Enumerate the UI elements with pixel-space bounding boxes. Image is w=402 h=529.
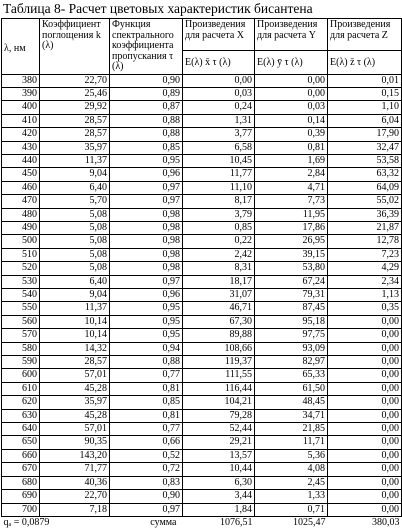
cell-x: 8,17: [183, 195, 255, 208]
cell-z: 21,87: [328, 221, 402, 234]
cell-lambda: 390: [2, 87, 40, 100]
cell-k: 6,40: [40, 181, 110, 194]
cell-y: 53,80: [255, 262, 328, 275]
cell-tau: 0,52: [110, 449, 183, 462]
cell-tau: 0,85: [110, 396, 183, 409]
cell-lambda: 600: [2, 369, 40, 382]
cell-x: 52,44: [183, 423, 255, 436]
table-row: [2, 476, 402, 489]
cell-tau: 0,97: [110, 195, 183, 208]
cell-z: 0,00: [328, 382, 402, 395]
cell-z: 53,58: [328, 154, 402, 167]
table-row: [2, 181, 402, 194]
table-row: [2, 449, 402, 462]
cell-x: 0,03: [183, 87, 255, 100]
cell-x: 3,44: [183, 490, 255, 503]
header-formula-z: E(λ) z̄ τ (λ): [328, 50, 402, 74]
cell-z: 0,00: [328, 356, 402, 369]
cell-x: 0,24: [183, 101, 255, 114]
cell-tau: 0,96: [110, 289, 183, 302]
cell-tau: 0,98: [110, 221, 183, 234]
cell-k: 143,20: [40, 449, 110, 462]
cell-k: 14,32: [40, 342, 110, 355]
cell-y: 93,09: [255, 342, 328, 355]
cell-y: 67,24: [255, 275, 328, 288]
cell-z: 0,00: [328, 436, 402, 449]
cell-y: 82,97: [255, 356, 328, 369]
cell-tau: 0,98: [110, 235, 183, 248]
table-row: [2, 342, 402, 355]
cell-tau: 0,95: [110, 329, 183, 342]
header-absorption-coefficient: Коэффициент поглощения k (λ): [40, 19, 110, 75]
table-row: [2, 87, 402, 100]
header-products-z: Произведения для расчета Z: [328, 19, 402, 51]
table-row: [2, 463, 402, 476]
cell-k: 9,04: [40, 289, 110, 302]
cell-k: 10,14: [40, 329, 110, 342]
cell-y: 0,00: [255, 74, 328, 87]
cell-lambda: 440: [2, 154, 40, 167]
cell-y: 0,71: [255, 503, 328, 516]
cell-lambda: 580: [2, 342, 40, 355]
header-formula-x: E(λ) x̄ τ (λ): [183, 50, 255, 74]
cell-z: 0,01: [328, 74, 402, 87]
cell-x: 18,17: [183, 275, 255, 288]
cell-x: 46,71: [183, 302, 255, 315]
cell-x: 10,44: [183, 463, 255, 476]
cell-y: 26,95: [255, 235, 328, 248]
cell-k: 40,36: [40, 476, 110, 489]
cell-lambda: 520: [2, 262, 40, 275]
cell-lambda: 550: [2, 302, 40, 315]
cell-x: 2,42: [183, 248, 255, 261]
table-row: [2, 356, 402, 369]
cell-y: 11,95: [255, 208, 328, 221]
cell-y: 21,85: [255, 423, 328, 436]
cell-y: 7,73: [255, 195, 328, 208]
cell-z: 2,34: [328, 275, 402, 288]
table-row: [2, 128, 402, 141]
table-row: [2, 114, 402, 127]
table-row: [2, 503, 402, 516]
header-transmittance-function: Функция спектрального коэффициента пропускания τ (λ): [110, 19, 183, 75]
cell-x: 1,84: [183, 503, 255, 516]
cell-x: 119,37: [183, 356, 255, 369]
cell-lambda: 640: [2, 423, 40, 436]
cell-y: 1,33: [255, 490, 328, 503]
q-value: qₐ = 0,0879: [3, 516, 50, 528]
cell-z: 7,23: [328, 248, 402, 261]
cell-x: 67,30: [183, 315, 255, 328]
cell-y: 61,50: [255, 382, 328, 395]
cell-y: 1,69: [255, 154, 328, 167]
cell-k: 45,28: [40, 382, 110, 395]
cell-lambda: 450: [2, 168, 40, 181]
cell-y: 97,75: [255, 329, 328, 342]
cell-y: 17,86: [255, 221, 328, 234]
cell-tau: 0,83: [110, 476, 183, 489]
cell-x: 3,77: [183, 128, 255, 141]
cell-x: 10,45: [183, 154, 255, 167]
table-row: [2, 208, 402, 221]
cell-lambda: 530: [2, 275, 40, 288]
cell-tau: 0,88: [110, 114, 183, 127]
cell-lambda: 510: [2, 248, 40, 261]
cell-lambda: 420: [2, 128, 40, 141]
cell-y: 34,71: [255, 409, 328, 422]
cell-y: 2,84: [255, 168, 328, 181]
cell-z: 1,10: [328, 101, 402, 114]
cell-k: 28,57: [40, 356, 110, 369]
cell-z: 0,00: [328, 342, 402, 355]
cell-lambda: 490: [2, 221, 40, 234]
cell-z: 0,00: [328, 423, 402, 436]
cell-x: 31,07: [183, 289, 255, 302]
cell-lambda: 620: [2, 396, 40, 409]
cell-x: 104,21: [183, 396, 255, 409]
cell-x: 108,66: [183, 342, 255, 355]
cell-z: 0,00: [328, 315, 402, 328]
cell-tau: 0,97: [110, 503, 183, 516]
cell-k: 45,28: [40, 409, 110, 422]
sum-y: 1025,47: [293, 516, 326, 528]
cell-lambda: 560: [2, 315, 40, 328]
cell-tau: 0,81: [110, 409, 183, 422]
cell-x: 116,44: [183, 382, 255, 395]
cell-tau: 0,77: [110, 423, 183, 436]
cell-z: 4,29: [328, 262, 402, 275]
table-row: [2, 168, 402, 181]
sum-z: 380,03: [372, 516, 400, 528]
cell-lambda: 680: [2, 476, 40, 489]
table-row: [2, 423, 402, 436]
cell-y: 65,33: [255, 369, 328, 382]
cell-k: 35,97: [40, 396, 110, 409]
header-products-x: Произведения для расчета X: [183, 19, 255, 51]
cell-x: 111,55: [183, 369, 255, 382]
cell-z: 1,13: [328, 289, 402, 302]
cell-k: 28,57: [40, 114, 110, 127]
cell-y: 87,45: [255, 302, 328, 315]
cell-z: 0,00: [328, 409, 402, 422]
cell-z: 0,00: [328, 476, 402, 489]
sum-label: сумма: [150, 516, 177, 528]
cell-z: 0,00: [328, 329, 402, 342]
cell-k: 22,70: [40, 74, 110, 87]
cell-k: 7,18: [40, 503, 110, 516]
cell-z: 0,00: [328, 369, 402, 382]
cell-x: 6,30: [183, 476, 255, 489]
cell-k: 11,37: [40, 154, 110, 167]
cell-y: 0,39: [255, 128, 328, 141]
cell-tau: 0,66: [110, 436, 183, 449]
cell-x: 11,77: [183, 168, 255, 181]
cell-lambda: 690: [2, 490, 40, 503]
cell-y: 39,15: [255, 248, 328, 261]
table-row: [2, 195, 402, 208]
table-body: [2, 74, 402, 516]
table-row: [2, 141, 402, 154]
cell-y: 0,81: [255, 141, 328, 154]
cell-z: 0,00: [328, 463, 402, 476]
cell-k: 57,01: [40, 423, 110, 436]
table-row: [2, 248, 402, 261]
cell-y: 95,18: [255, 315, 328, 328]
cell-x: 29,21: [183, 436, 255, 449]
cell-tau: 0,88: [110, 356, 183, 369]
cell-lambda: 480: [2, 208, 40, 221]
cell-tau: 0,89: [110, 87, 183, 100]
cell-z: 0,35: [328, 302, 402, 315]
cell-lambda: 540: [2, 289, 40, 302]
cell-tau: 0,95: [110, 154, 183, 167]
cell-k: 9,04: [40, 168, 110, 181]
cell-z: 63,32: [328, 168, 402, 181]
cell-lambda: 410: [2, 114, 40, 127]
header-formula-y: E(λ) ȳ τ (λ): [255, 50, 328, 74]
cell-k: 71,77: [40, 463, 110, 476]
cell-tau: 0,77: [110, 369, 183, 382]
cell-x: 13,57: [183, 449, 255, 462]
cell-k: 22,70: [40, 490, 110, 503]
cell-y: 4,08: [255, 463, 328, 476]
cell-tau: 0,95: [110, 315, 183, 328]
cell-tau: 0,90: [110, 74, 183, 87]
cell-k: 28,57: [40, 128, 110, 141]
cell-k: 10,14: [40, 315, 110, 328]
cell-y: 0,03: [255, 101, 328, 114]
cell-tau: 0,94: [110, 342, 183, 355]
cell-lambda: 700: [2, 503, 40, 516]
cell-lambda: 460: [2, 181, 40, 194]
color-characteristics-table: [1, 18, 402, 529]
cell-x: 0,00: [183, 74, 255, 87]
cell-k: 11,37: [40, 302, 110, 315]
cell-lambda: 470: [2, 195, 40, 208]
cell-k: 5,08: [40, 248, 110, 261]
cell-z: 0,00: [328, 503, 402, 516]
sum-x: 1076,51: [220, 516, 253, 528]
cell-lambda: 630: [2, 409, 40, 422]
cell-z: 6,04: [328, 114, 402, 127]
table-row: [2, 154, 402, 167]
cell-y: 5,36: [255, 449, 328, 462]
cell-y: 11,71: [255, 436, 328, 449]
cell-x: 1,31: [183, 114, 255, 127]
cell-lambda: 500: [2, 235, 40, 248]
cell-k: 5,08: [40, 208, 110, 221]
cell-k: 35,97: [40, 141, 110, 154]
cell-lambda: 590: [2, 356, 40, 369]
table-row: [2, 101, 402, 114]
cell-tau: 0,97: [110, 181, 183, 194]
cell-y: 0,14: [255, 114, 328, 127]
cell-x: 0,22: [183, 235, 255, 248]
cell-z: 55,02: [328, 195, 402, 208]
cell-tau: 0,98: [110, 208, 183, 221]
cell-z: 17,90: [328, 128, 402, 141]
cell-k: 25,46: [40, 87, 110, 100]
cell-tau: 0,97: [110, 275, 183, 288]
cell-tau: 0,87: [110, 101, 183, 114]
table-title: Таблица 8- Расчет цветовых характеристик бисантена: [3, 1, 313, 16]
cell-z: 12,78: [328, 235, 402, 248]
cell-tau: 0,96: [110, 168, 183, 181]
table-row: [2, 275, 402, 288]
cell-lambda: 610: [2, 382, 40, 395]
cell-lambda: 650: [2, 436, 40, 449]
table-row: [2, 490, 402, 503]
cell-tau: 0,88: [110, 128, 183, 141]
cell-lambda: 670: [2, 463, 40, 476]
cell-tau: 0,81: [110, 382, 183, 395]
cell-tau: 0,90: [110, 490, 183, 503]
cell-x: 11,10: [183, 181, 255, 194]
cell-k: 29,92: [40, 101, 110, 114]
cell-z: 32,47: [328, 141, 402, 154]
cell-x: 79,28: [183, 409, 255, 422]
cell-y: 48,45: [255, 396, 328, 409]
table-row: [2, 289, 402, 302]
cell-k: 6,40: [40, 275, 110, 288]
cell-z: 0,00: [328, 396, 402, 409]
table-row: [2, 382, 402, 395]
cell-lambda: 430: [2, 141, 40, 154]
cell-z: 0,00: [328, 449, 402, 462]
cell-k: 5,08: [40, 262, 110, 275]
table-row: [2, 262, 402, 275]
table-row: [2, 315, 402, 328]
cell-k: 57,01: [40, 369, 110, 382]
table-row: [2, 329, 402, 342]
cell-z: 36,39: [328, 208, 402, 221]
table-row: [2, 369, 402, 382]
table-row: [2, 235, 402, 248]
cell-tau: 0,98: [110, 262, 183, 275]
cell-tau: 0,72: [110, 463, 183, 476]
cell-k: 5,08: [40, 221, 110, 234]
cell-x: 0,85: [183, 221, 255, 234]
cell-lambda: 380: [2, 74, 40, 87]
cell-z: 0,00: [328, 490, 402, 503]
cell-z: 0,15: [328, 87, 402, 100]
table-row: [2, 396, 402, 409]
cell-k: 90,35: [40, 436, 110, 449]
cell-tau: 0,98: [110, 248, 183, 261]
cell-x: 8,31: [183, 262, 255, 275]
header-products-y: Произведения для расчета Y: [255, 19, 328, 51]
cell-y: 0,00: [255, 87, 328, 100]
cell-tau: 0,95: [110, 302, 183, 315]
cell-x: 3,79: [183, 208, 255, 221]
cell-k: 5,70: [40, 195, 110, 208]
cell-k: 5,08: [40, 235, 110, 248]
table-row: [2, 221, 402, 234]
table-row: [2, 74, 402, 87]
table-row: [2, 436, 402, 449]
table-row: [2, 409, 402, 422]
cell-y: 79,31: [255, 289, 328, 302]
cell-x: 89,88: [183, 329, 255, 342]
cell-lambda: 570: [2, 329, 40, 342]
table-row: [2, 302, 402, 315]
cell-y: 2,45: [255, 476, 328, 489]
cell-y: 4,71: [255, 181, 328, 194]
table-header: [2, 19, 402, 75]
header-lambda: λ, нм: [2, 19, 40, 75]
cell-lambda: 660: [2, 449, 40, 462]
cell-tau: 0,85: [110, 141, 183, 154]
cell-x: 6,58: [183, 141, 255, 154]
cell-z: 64,09: [328, 181, 402, 194]
table-footer: [2, 516, 402, 529]
cell-lambda: 400: [2, 101, 40, 114]
